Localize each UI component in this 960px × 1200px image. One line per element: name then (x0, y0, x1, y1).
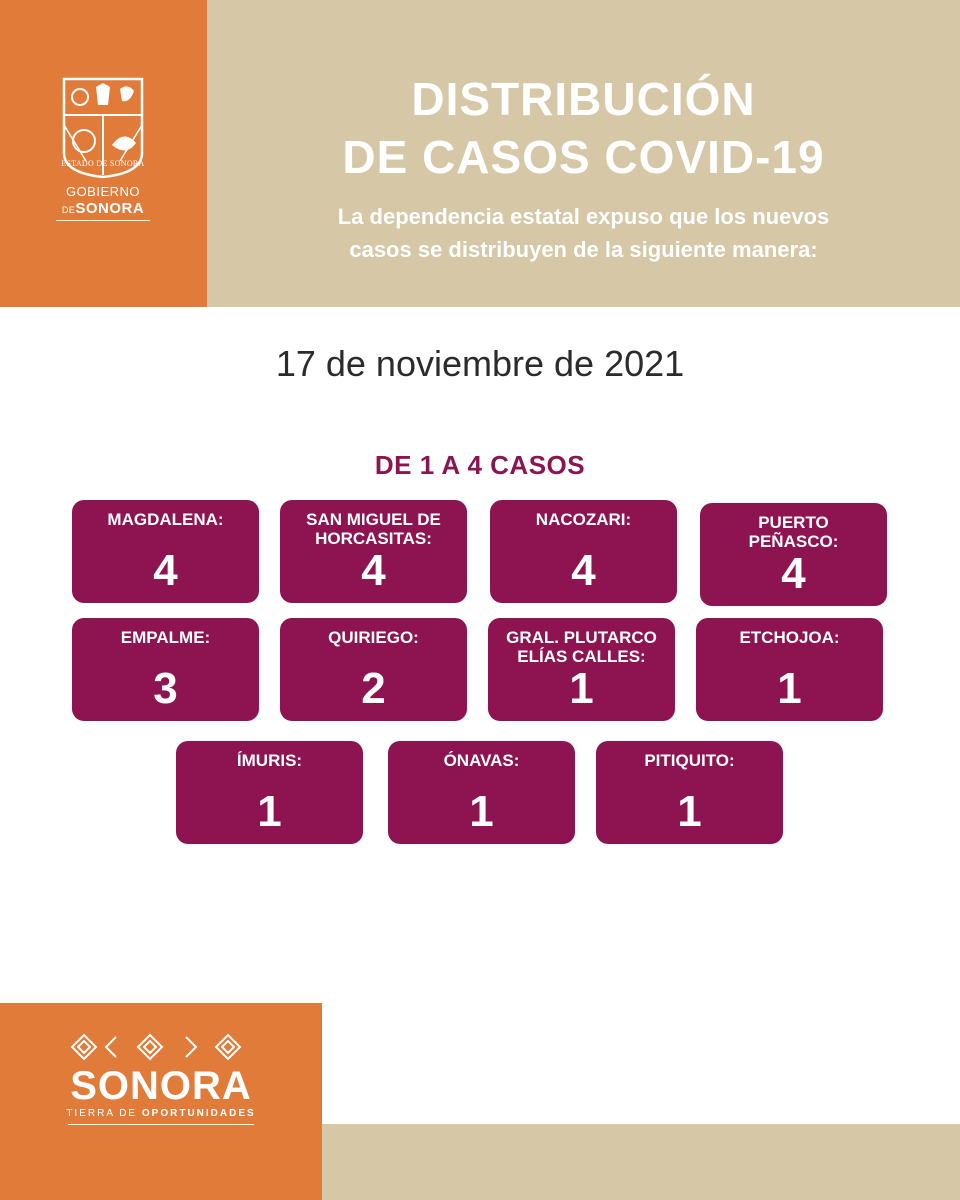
case-count: 2 (361, 664, 386, 713)
case-count: 3 (153, 664, 178, 713)
municipality-card-magdalena (72, 500, 259, 603)
municipality-name: GRAL. PLUTARCO ELÍAS CALLES: (506, 628, 657, 666)
page-title (207, 70, 960, 186)
title-line-2: DE CASOS COVID-19 (342, 131, 825, 183)
footer-brand: SONORA (70, 1064, 252, 1108)
footer-tagline-prefix: TIERRA DE (66, 1108, 142, 1119)
case-count: 4 (781, 549, 806, 598)
government-label-de: DE (61, 205, 76, 215)
government-label-rule (56, 220, 150, 221)
subtitle-line-2: casos se distribuyen de la siguiente manera: (349, 237, 818, 262)
crest-label: ESTADO DE SONORA (61, 159, 145, 168)
municipality-card-empalme (72, 618, 259, 721)
municipality-card-san-miguel-de-horcasitas (280, 500, 467, 603)
subtitle-line-1: La dependencia estatal expuso que los nuevos (337, 204, 830, 229)
case-count: 1 (777, 664, 802, 713)
municipality-name: QUIRIEGO: (328, 628, 419, 647)
title-line-1: DISTRIBUCIÓN (411, 73, 756, 125)
municipality-name: PUERTO PEÑASCO: (748, 513, 839, 551)
government-label-line1: GOBIERNO (65, 184, 141, 199)
case-count: 1 (469, 787, 494, 836)
municipality-card-imuris (176, 741, 363, 844)
case-count: 1 (677, 787, 702, 836)
footer-rule (68, 1124, 254, 1125)
municipality-card-pitiquito (596, 741, 783, 844)
range-heading: DE 1 A 4 CASOS (374, 450, 586, 480)
municipality-card-onavas (388, 741, 575, 844)
footer-beige-panel (322, 1124, 960, 1200)
municipality-name: MAGDALENA: (107, 510, 224, 529)
case-count: 1 (569, 664, 594, 713)
municipality-card-etchojoa (696, 618, 883, 721)
municipality-card-gral-plutarco-elias-calles (488, 618, 675, 721)
case-count: 4 (361, 546, 386, 595)
report-date: 17 de noviembre de 2021 (275, 343, 685, 384)
page-subtitle (207, 200, 960, 266)
case-count: 4 (153, 546, 178, 595)
government-label-sonora: SONORA (75, 200, 145, 217)
footer-tagline (0, 1108, 322, 1119)
municipality-name: EMPALME: (120, 628, 211, 647)
municipality-name: NACOZARI: (535, 510, 632, 529)
government-label-line2 (56, 200, 150, 217)
municipality-name: ÓNAVAS: (443, 751, 520, 770)
case-count: 4 (571, 546, 596, 595)
municipality-card-quiriego (280, 618, 467, 721)
municipality-name: ÍMURIS: (236, 751, 303, 770)
municipality-name: ETCHOJOA: (739, 628, 840, 647)
municipality-name: SAN MIGUEL DE HORCASITAS: (306, 510, 441, 548)
footer-tagline-bold: OPORTUNIDADES (141, 1108, 256, 1119)
case-count: 1 (257, 787, 282, 836)
municipality-name: PITIQUITO: (644, 751, 735, 770)
municipality-card-nacozari (490, 500, 677, 603)
municipality-card-puerto-penasco (700, 503, 887, 606)
sonora-pattern-icon (66, 1027, 256, 1067)
